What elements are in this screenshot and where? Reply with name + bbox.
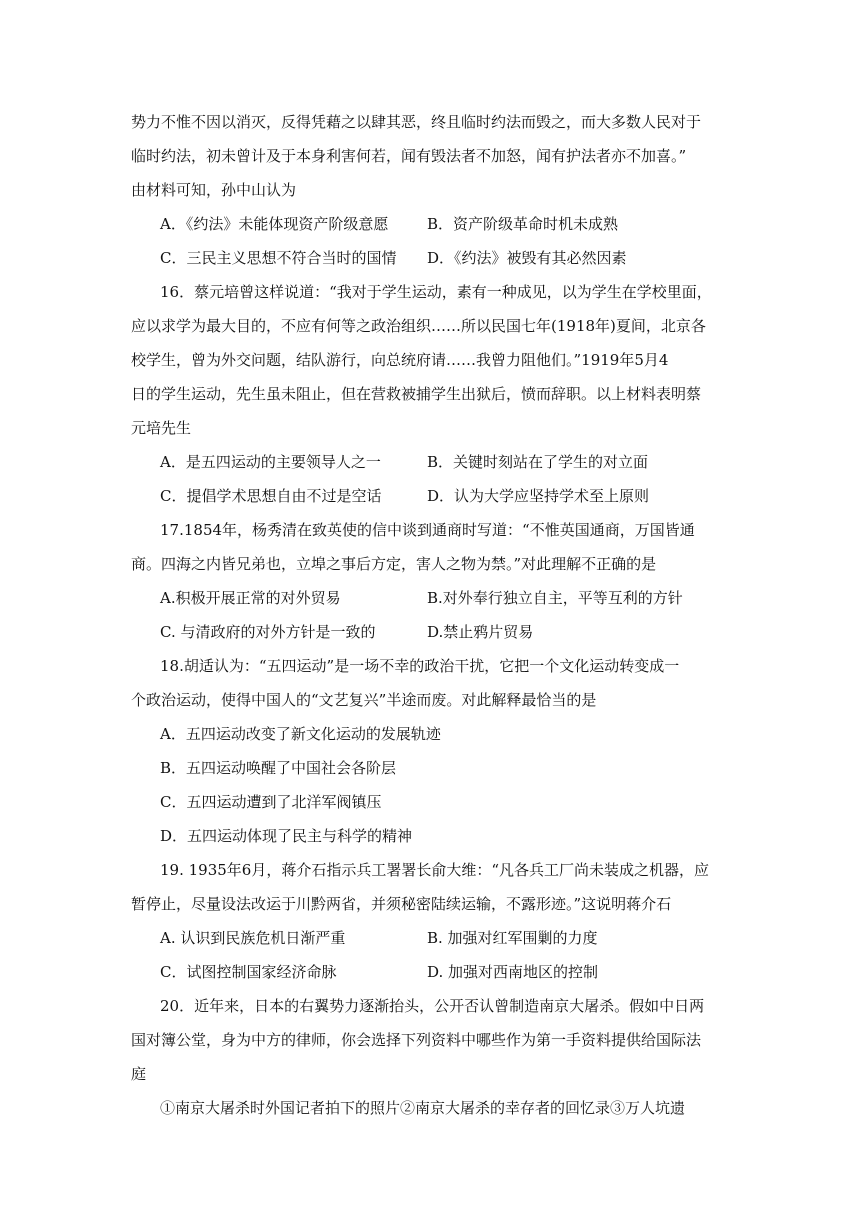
q20-materials-line: ①南京大屠杀时外国记者拍下的照片②南京大屠杀的幸存者的回忆录③万人坑遗 [160,1099,686,1117]
q17-option-d: D.禁止鸦片贸易 [427,623,534,641]
q17-stem-line: 商。四海之内皆兄弟也，立埠之事后方定，害人之物为禁。”对此理解不正确的是 [131,555,657,573]
q20-stem-line: 20．近年来，日本的右翼势力逐渐抬头，公开否认曾制造南京大屠杀。假如中日两 [160,997,705,1015]
q18-option-a: A．五四运动改变了新文化运动的发展轨迹 [160,725,441,743]
q19-stem-line: 19. 1935年6月，蒋介石指示兵工署署长俞大维：“凡各兵工厂尚未装成之机器，应 [160,861,710,879]
q20-stem-line: 国对簿公堂，身为中方的律师，你会选择下列资料中哪些作为第一手资料提供给国际法 [131,1031,702,1049]
q18-option-b: B．五四运动唤醒了中国社会各阶层 [160,759,397,777]
q17-stem-line: 17.1854年，杨秀清在致英使的信中谈到通商时写道：“不惟英国通商，万国皆通 [160,521,695,539]
q16-stem-line: 16．蔡元培曾这样说道：“我对于学生运动，素有一种成见，以为学生在学校里面， [160,283,712,301]
q16-stem-line: 校学生，曾为外交问题，结队游行，向总统府请……我曾力阻他们。”1919年5月4 [131,351,669,369]
q19-option-b: B. 加强对红军围剿的力度 [427,929,598,947]
q20-stem-line: 庭 [131,1065,147,1083]
q15-stem-line: 临时约法，初未曾计及于本身利害何若，闻有毁法者不加怒，闻有护法者亦不加喜。” [131,147,687,165]
q16-stem-line: 应以求学为最大目的，不应有何等之政治组织……所以民国七年(1918年)夏间，北京各 [131,317,706,335]
q17-option-b: B.对外奉行独立自主，平等互利的方针 [427,589,683,607]
q16-option-b: B．关键时刻站在了学生的对立面 [427,453,649,471]
q19-option-a: A. 认识到民族危机日渐严重 [160,929,346,947]
q19-option-c: C．试图控制国家经济命脉 [160,963,337,981]
q16-stem-line: 元培先生 [131,419,192,437]
q16-option-d: D．认为大学应坚持学术至上原则 [427,487,650,505]
q17-option-a: A.积极开展正常的对外贸易 [160,589,341,607]
q15-option-d: D．《约法》被毁有其必然因素 [427,249,627,267]
q15-option-a: A．《约法》未能体现资产阶级意愿 [160,215,389,233]
q18-option-c: C．五四运动遭到了北洋军阀镇压 [160,793,382,811]
q17-option-c: C. 与清政府的对外方针是一致的 [160,623,376,641]
q15-stem-line: 势力不惟不因以消灭，反得凭藉之以肆其恶，终且临时约法而毁之，而大多数人民对于 [131,113,702,131]
q15-option-c: C．三民主义思想不符合当时的国情 [160,249,397,267]
q16-option-c: C．提倡学术思想自由不过是空话 [160,487,382,505]
q16-stem-line: 日的学生运动，先生虽未阻止，但在营救被捕学生出狱后，愤而辞职。以上材料表明蔡 [131,385,702,403]
q15-option-b: B．资产阶级革命时机未成熟 [427,215,619,233]
q18-stem-line: 个政治运动，使得中国人的“文艺复兴”半途而废。对此解释最恰当的是 [131,691,597,709]
q19-stem-line: 暂停止，尽量设法改运于川黔两省，并须秘密陆续运输，不露形迹。”这说明蒋介石 [131,895,672,913]
q15-stem-line: 由材料可知，孙中山认为 [131,181,297,199]
q19-option-d: D. 加强对西南地区的控制 [427,963,599,981]
q16-option-a: A．是五四运动的主要领导人之一 [160,453,381,471]
q18-stem-line: 18.胡适认为：“五四运动”是一场不幸的政治干扰，它把一个文化运动转变成一 [160,657,680,675]
q18-option-d: D．五四运动体现了民主与科学的精神 [160,827,413,845]
